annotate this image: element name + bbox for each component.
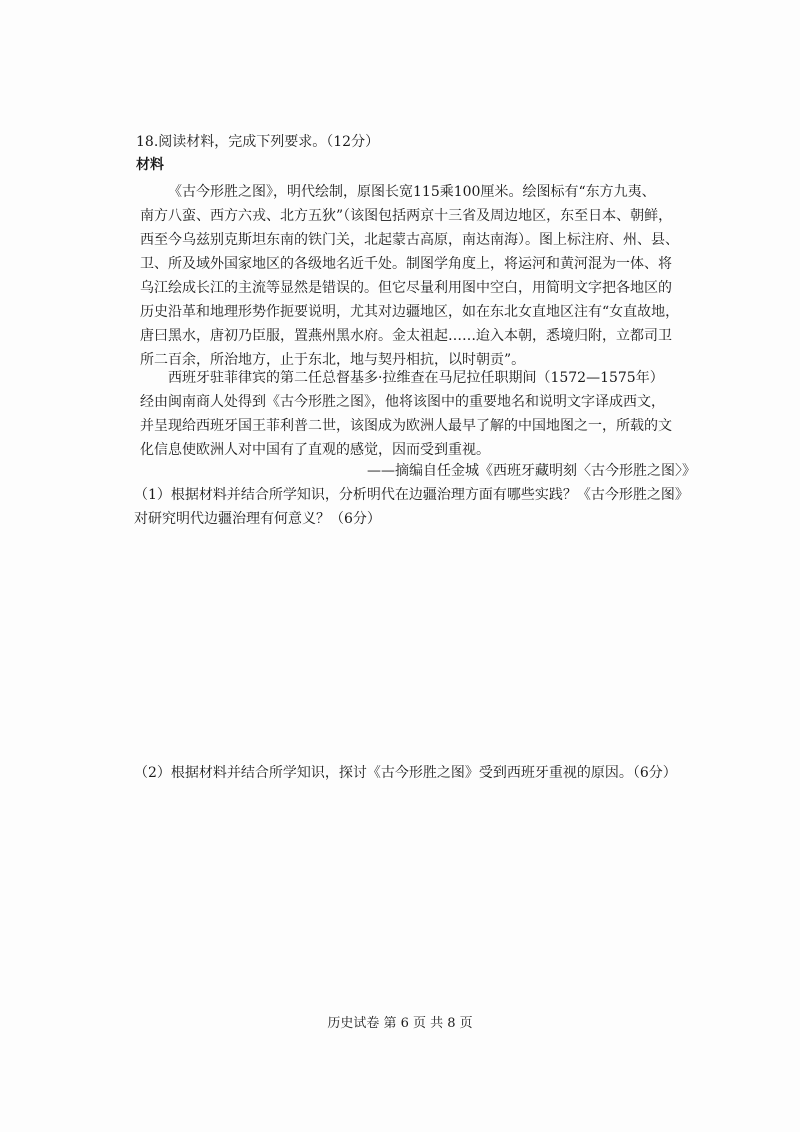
material-source-citation: ——摘编自任金城《西班牙藏明刻〈古今形胜之图〉》 [367, 463, 696, 479]
question-header: 18.阅读材料，完成下列要求。（12分） [136, 134, 380, 150]
paragraph-line: 所二百余，所治地方，止于东北，地与契丹相抗，以时朝贡”。 [140, 352, 526, 368]
sub-question-1 [134, 483, 689, 531]
page-footer: 历史试卷 第 6 页 共 8 页 [327, 1016, 473, 1031]
paragraph-line: 《古今形胜之图》，明代绘制，原图长宽115乘100厘米。绘图标有“东方九夷、 [168, 184, 656, 200]
paragraph-line: 乌江绘成长江的主流等显然是错误的。但它尽量利用图中空白，用简明文字把各地区的 [140, 280, 672, 296]
material-paragraph-1 [140, 180, 690, 372]
paragraph-line: 西班牙驻菲律宾的第二任总督基多·拉维查在马尼拉任职期间（1572—1575年） [168, 370, 664, 386]
material-label: 材料 [136, 157, 164, 173]
paragraph-line: 化信息使欧洲人对中国有了直观的感觉，因而受到重视。 [140, 442, 490, 458]
material-paragraph-2 [140, 366, 690, 462]
paragraph-line: 卫、所及域外国家地区的各级地名近千处。制图学角度上，将运河和黄河混为一体、将 [140, 256, 672, 272]
paragraph-line: 并呈现给西班牙国王菲利普二世，该图成为欧洲人最早了解的中国地图之一，所载的文 [140, 418, 672, 434]
sub-question-2: （2）根据材料并结合所学知识，探讨《古今形胜之图》受到西班牙重视的原因。（6分） [134, 765, 677, 781]
paragraph-line: 经由闽南商人处得到《古今形胜之图》，他将该图中的重要地名和说明文字译成西文， [140, 394, 665, 410]
sub-question-line: （1）根据材料并结合所学知识，分析明代在边疆治理方面有哪些实践？《古今形胜之图》 [134, 487, 689, 503]
sub-question-line: 对研究明代边疆治理有何意义？（6分） [134, 511, 381, 527]
paragraph-line: 南方八蛮、西方六戎、北方五狄”（该图包括两京十三省及周边地区，东至日本、朝鲜， [140, 208, 673, 224]
paragraph-line: 西至今乌兹别克斯坦东南的铁门关，北起蒙古高原，南达南海）。图上标注府、州、县、 [140, 232, 679, 248]
paragraph-line: 历史沿革和地理形势作扼要说明，尤其对边疆地区，如在东北女直地区注有“女直故地， [140, 304, 680, 320]
paragraph-line: 唐曰黑水，唐初乃臣服，置燕州黑水府。金太祖起……迨入本朝，悉境归附，立都司卫 [140, 328, 672, 344]
